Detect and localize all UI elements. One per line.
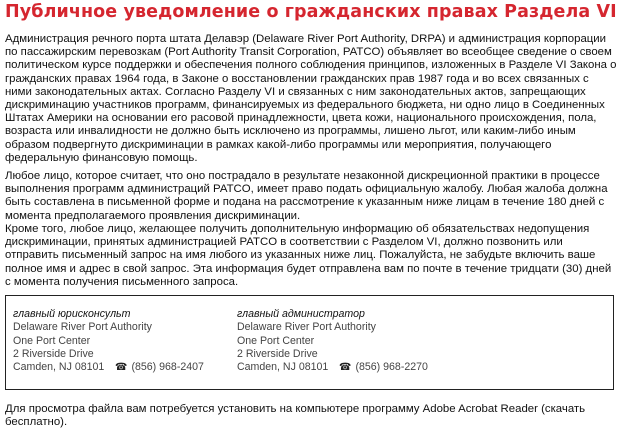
acrobat-reader-note: Для просмотра файла вам потребуется установить на компьютере программу Adobe Acrobat Reader (скачать бесплатно). — [5, 403, 586, 429]
contact-organization: Delaware River Port Authority — [237, 321, 376, 334]
contact-phone-number: (856) 968-2407 — [131, 361, 204, 374]
contact-general-counsel — [13, 308, 204, 374]
contacts-box — [5, 295, 614, 390]
contact-address-line-1: One Port Center — [237, 334, 315, 347]
contact-role: главный администратор — [237, 308, 365, 320]
contact-chief-administrator — [237, 308, 428, 374]
page-title: Публичное уведомление о гражданских правах Раздела VI — [5, 2, 617, 22]
phone-icon: ☎ — [339, 362, 352, 374]
contact-phone[interactable] — [339, 361, 428, 374]
phone-icon: ☎ — [115, 362, 128, 374]
notice-paragraph-policy: Администрация речного порта штата Делавэр (Delaware River Port Authority, DRPA) и администрация корпорации по пассажирским перевозкам (Port Authority Transit Corporation, PATCO) объявляет во всеобщее сведение о своем политическом курсе поддержки и обеспечения полного соблюдения принципов, изложенных в Разделе VI Закона о гражданских правах 1964 года, в Законе о восстановлении гражданских прав 1987 года и во всех связанных с ними законодательных актах. Согласно Разделу VI и связанных с ним законодательных актов, запрещающих дискриминацию участников программ, финансируемых из федерального бюджета, ни одно лицо в Соединенных Штатах Америки на основании его расовой принадлежности, цвета кожи, национального происхождения, пола, возраста или инвалидности не должно быть исключено из программы, лишено льгот, или каким-либо иным образом подвергнуто дискриминации в рамках какой-либо программы или мероприятия, получающего федеральную финансовую помощь. — [5, 33, 617, 164]
notice-paragraph-complaint: Любое лицо, которое считает, что оно пострадало в результате незаконной дискреционной практики в процессе выполнения программ администраций PATCO, имеет право подать официальную жалобу. Любая жалоба должна быть составлена в письменной форме и подана на рассмотрение к указанным ниже лицам в течение 180 дней с момента предполагаемого проявления дискриминации. — [5, 170, 608, 222]
contact-role: главный юрисконсульт — [13, 308, 131, 320]
contact-city: Camden, NJ 08101 — [237, 361, 329, 374]
notice-paragraph-information: Кроме того, любое лицо, желающее получить дополнительную информацию об обязательствах недопущения дискриминации, принятых администрацией PATCO в соответствии с Разделом VI, должно позвонить или отправить письменный запрос на имя любого из указанных ниже лиц. Пожалуйста, не забудьте включить ваше полное имя и адрес в свой запрос. Эта информация будет отправлена вам по почте в течение тридцати (30) дней с момента получения письменного запроса. — [5, 223, 612, 288]
contact-organization: Delaware River Port Authority — [13, 321, 152, 334]
contact-city: Camden, NJ 08101 — [13, 361, 105, 374]
contact-address-line-2: 2 Riverside Drive — [13, 347, 94, 360]
contact-address-line-1: One Port Center — [13, 334, 91, 347]
contact-phone[interactable] — [115, 361, 204, 374]
contact-phone-number: (856) 968-2270 — [355, 361, 428, 374]
contact-address-line-2: 2 Riverside Drive — [237, 347, 318, 360]
